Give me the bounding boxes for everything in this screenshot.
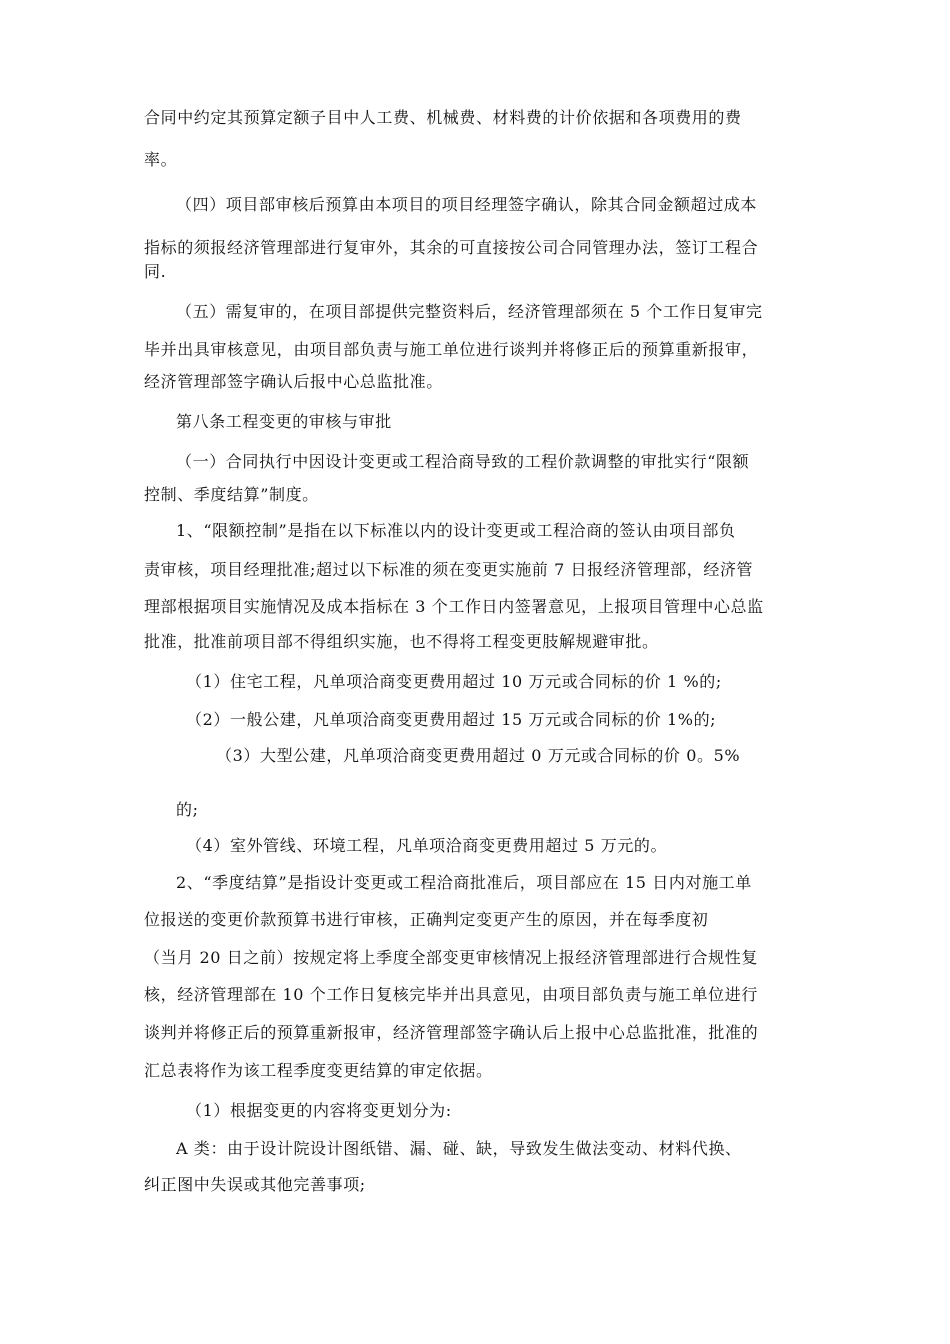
text-line: 理部根据项目实施情况及成本指标在 3 个工作日内签署意见，上报项目管理中心总监 xyxy=(144,597,764,616)
text-line: 1、“限额控制”是指在以下标准以内的设计变更或工程洽商的签认由项目部负 xyxy=(176,521,736,540)
list-item: （1）住宅工程，凡单项洽商变更费用超过 10 万元或合同标的价 1 %的; xyxy=(186,672,722,691)
text-line: 经济管理部签字确认后报中心总监批准。 xyxy=(144,372,443,391)
text-line: （一）合同执行中因设计变更或工程洽商导致的工程价款调整的审批实行“限额 xyxy=(176,452,750,471)
text-line: 责审核，项目经理批准;超过以下标准的须在变更实施前 7 日报经济管理部，经济管 xyxy=(144,560,754,579)
text-line: 批准，批准前项目部不得组织实施，也不得将工程变更肢解规避审批。 xyxy=(144,632,659,651)
text-line: 谈判并将修正后的预算重新报审，经济管理部签字确认后上报中心总监批准，批准的 xyxy=(144,1023,759,1042)
list-item: （2）一般公建，凡单项洽商变更费用超过 15 万元或合同标的价 1%的; xyxy=(186,710,717,729)
text-line: 毕并出具审核意见，由项目部负责与施工单位进行谈判并将修正后的预算重新报审， xyxy=(144,340,759,359)
text-line: （五）需复审的，在项目部提供完整资料后，经济管理部须在 5 个工作日复审完 xyxy=(176,302,763,321)
text-line: 汇总表将作为该工程季度变更结算的审定依据。 xyxy=(144,1061,493,1080)
list-item: （3）大型公建，凡单项洽商变更费用超过 0 万元或合同标的价 0。5% xyxy=(216,746,741,765)
text-line: 控制、季度结算”制度。 xyxy=(144,485,319,504)
text-line: 的; xyxy=(176,800,199,819)
text-line: （四）项目部审核后预算由本项目的项目经理签字确认，除其合同金额超过成本 xyxy=(176,195,758,214)
section-heading: 第八条工程变更的审核与审批 xyxy=(176,412,392,431)
text-line: （当月 20 日之前）按规定将上季度全部变更审核情况上报经济管理部进行合规性复 xyxy=(144,948,758,967)
text-line: 合同中约定其预算定额子目中人工费、机械费、材料费的计价依据和各项费用的费 xyxy=(144,108,742,127)
text-line: 2、“季度结算”是指设计变更或工程洽商批准后，项目部应在 15 日内对施工单 xyxy=(176,873,752,892)
list-item: （4）室外管线、环境工程，凡单项洽商变更费用超过 5 万元的。 xyxy=(186,836,668,855)
text-line: 核，经济管理部在 10 个工作日复核完毕并出具意见，由项目部负责与施工单位进行 xyxy=(144,985,758,1004)
text-line: 同. xyxy=(144,262,167,281)
text-line: 率。 xyxy=(144,150,178,169)
text-line: 位报送的变更价款预算书进行审核，正确判定变更产生的原因，并在每季度初 xyxy=(144,910,709,929)
text-line: 纠正图中失误或其他完善事项; xyxy=(144,1175,366,1194)
text-line: 指标的须报经济管理部进行复审外，其余的可直接按公司合同管理办法，签订工程合 xyxy=(144,238,759,257)
text-line: A 类：由于设计院设计图纸错、漏、碰、缺，导致发生做法变动、材料代换、 xyxy=(176,1139,742,1158)
list-item: （1）根据变更的内容将变更划分为: xyxy=(186,1101,452,1120)
